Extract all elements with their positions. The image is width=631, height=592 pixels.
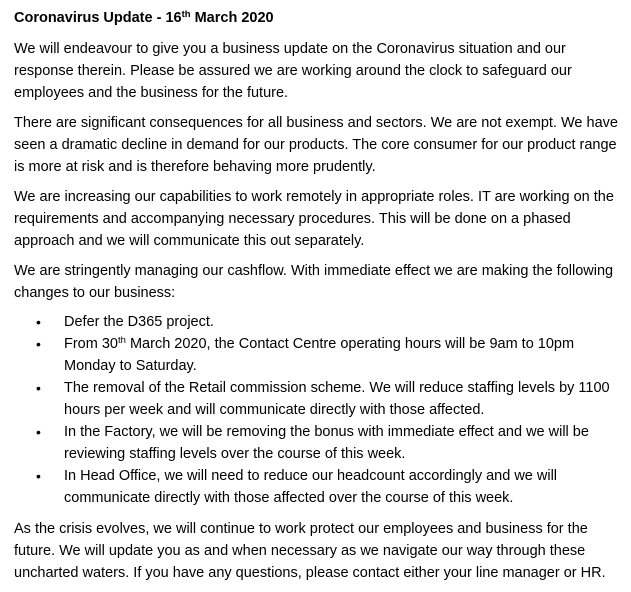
paragraph-consequences: There are significant consequences for all business and sectors. We are not exempt. We have seen a dramatic decline in demand for our products. The core consumer for our product range is more at risk and is therefore behaving more prudently. [14,115,618,175]
title-text: Coronavirus Update - 16 [14,10,182,26]
title-text-end: March 2020 [190,10,274,26]
list-item-text: The removal of the Retail commission scheme. We will reduce staffing levels by 1100 hours per week and will communicate directly with those affected. [64,380,610,418]
list-item-text: In the Factory, we will be removing the bonus with immediate effect and we will be reviewing staffing levels over the course of this week. [64,424,589,462]
list-item [14,311,623,333]
list-item-text: In Head Office, we will need to reduce our headcount accordingly and we will communicate directly with those affected over the course of this week. [64,468,558,506]
list-item [14,333,623,377]
paragraph-intro: We will endeavour to give you a business update on the Coronavirus situation and our response therein. Please be assured we are working around the clock to safeguard our employees and the business for the future. [14,41,572,101]
list-item-text-end: March 2020, the Contact Centre operating hours will be 9am to 10pm Monday to Saturday. [64,336,575,374]
paragraph-cashflow: We are stringently managing our cashflow. With immediate effect we are making the following changes to our business: [14,263,614,301]
bullet-icon: • [36,314,41,330]
bullet-icon: • [36,424,41,440]
list-item [14,421,623,465]
list-item-text-start: From 30 [64,336,118,352]
paragraph-closing: As the crisis evolves, we will continue to work protect our employees and business for the future. We will update you as and when necessary as we navigate our way through these uncharted waters. If you have any questions, please contact either your line manager or HR. [14,521,606,581]
document-title [14,7,623,29]
list-item [14,465,623,509]
bullet-icon: • [36,380,41,396]
bullet-icon: • [36,468,41,484]
title-ordinal-suffix: th [181,9,191,20]
ordinal-suffix: th [118,335,126,346]
list-item-text [64,333,623,377]
paragraph-remote-work: We are increasing our capabilities to work remotely in appropriate roles. IT are working on the requirements and accompanying necessary procedures. This will be done on a phased approach and we will communicate this out separately. [14,189,614,249]
list-item-text: Defer the D365 project. [64,314,214,330]
bullet-icon: • [36,336,41,352]
list-item [14,377,623,421]
changes-list [14,311,623,509]
